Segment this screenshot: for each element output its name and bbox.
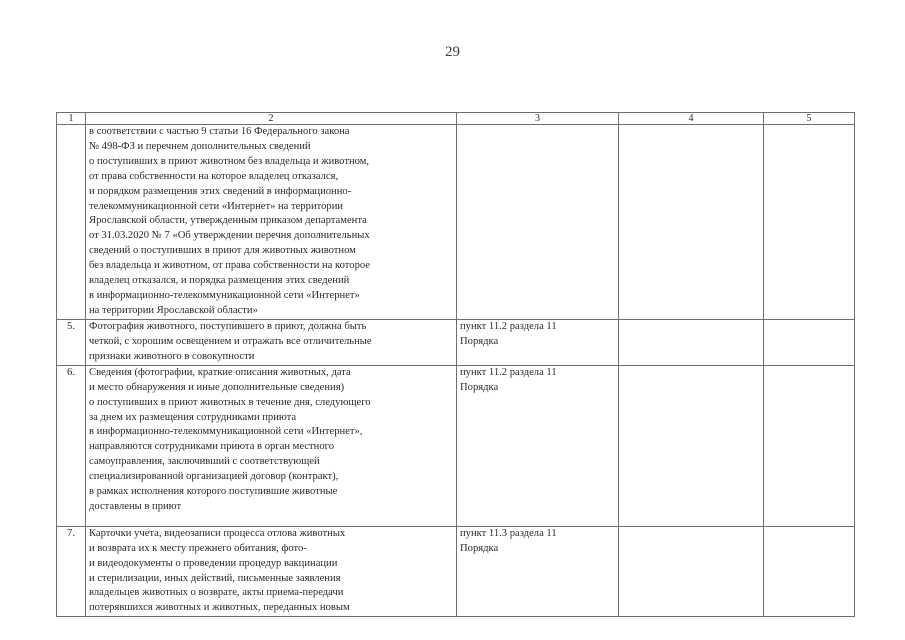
description-line: телекоммуникационной сети «Интернет» на территории — [89, 200, 344, 212]
description-line: направляются сотрудниками приюта в орган местного — [89, 441, 334, 453]
description-line: сведений о поступивших в приют для животных животном — [89, 245, 356, 257]
row-column-4 — [619, 319, 764, 365]
row-number — [57, 125, 86, 320]
description-line: без владельца и животном, от права собственности на которое — [89, 260, 371, 272]
description-line: Ярославской области, утвержденным приказом департамента — [89, 215, 367, 227]
reference-line: Порядка — [460, 335, 499, 347]
description-line: и место обнаружения и иные дополнительные сведения) — [89, 381, 345, 393]
description-line: Карточки учета, видеозаписи процесса отлова животных — [89, 527, 346, 539]
table-row — [57, 319, 855, 365]
reference-line: пункт 11.2 раздела 11 — [460, 320, 557, 332]
description-line: на территории Ярославской области» — [89, 304, 258, 316]
description-line: за днем их размещения сотрудниками приюта — [89, 411, 297, 423]
column-header: 3 — [457, 113, 619, 125]
column-header: 5 — [764, 113, 855, 125]
reference-line: Порядка — [460, 542, 499, 554]
description-line: Сведения (фотографии, краткие описания животных, дата — [89, 366, 351, 378]
row-column-5 — [764, 365, 855, 526]
row-column-5 — [764, 125, 855, 320]
description-line: владелец отказался, и порядка размещения этих сведений — [89, 275, 350, 287]
row-description — [86, 365, 457, 526]
row-column-4 — [619, 125, 764, 320]
row-column-5 — [764, 526, 855, 616]
column-header: 4 — [619, 113, 764, 125]
row-number: 6. — [57, 365, 86, 526]
description-line: и возврата их к месту прежнего обитания, фото- — [89, 542, 307, 554]
row-number: 7. — [57, 526, 86, 616]
description-line: в соответствии с частью 9 статьи 16 Федерального закона — [89, 126, 350, 137]
row-description — [86, 526, 457, 616]
row-reference — [457, 365, 619, 526]
reference-line: пункт 11.3 раздела 11 — [460, 527, 557, 539]
description-line: четкой, с хорошим освещением и отражать все отличительные — [89, 335, 372, 347]
description-line: от 31.03.2020 № 7 «Об утверждении перечня дополнительных — [89, 230, 370, 242]
description-line: самоуправления, заключивший с соответствующей — [89, 456, 320, 468]
description-line: Фотография животного, поступившего в приют, должна быть — [89, 320, 367, 332]
table-row — [57, 365, 855, 526]
row-column-4 — [619, 526, 764, 616]
description-line: о поступивших в приют животном без владельца и животном, — [89, 155, 370, 167]
row-reference — [457, 125, 619, 320]
row-column-5 — [764, 319, 855, 365]
description-line: и порядком размещения этих сведений в информационно- — [89, 185, 352, 197]
description-line: в рамках исполнения которого поступившие животные — [89, 486, 338, 498]
row-description — [86, 319, 457, 365]
description-line: специализированной организацией договор (контракт), — [89, 471, 339, 483]
description-line: владельцев животных о возврате, акты приема-передачи — [89, 587, 344, 599]
document-table — [56, 112, 855, 617]
description-line: потерявшихся животных и животных, переданных новым — [89, 602, 350, 614]
row-reference — [457, 319, 619, 365]
row-reference — [457, 526, 619, 616]
row-number: 5. — [57, 319, 86, 365]
description-line: о поступивших в приют животных в течение дня, следующего — [89, 396, 371, 408]
reference-line: Порядка — [460, 381, 499, 393]
row-column-4 — [619, 365, 764, 526]
description-line: и стерилизации, иных действий, письменные заявления — [89, 572, 341, 584]
table-row — [57, 526, 855, 616]
column-header: 1 — [57, 113, 86, 125]
table-header-row — [57, 113, 855, 125]
description-line: от права собственности на которое владелец отказался, — [89, 170, 339, 182]
description-line: в информационно-телекоммуникационной сети «Интернет» — [89, 289, 360, 301]
description-line: и видеодокументы о проведении процедур вакцинации — [89, 557, 338, 569]
page-number: 29 — [445, 44, 460, 60]
description-line: № 498-ФЗ и перечнем дополнительных сведений — [89, 140, 311, 152]
table-row — [57, 125, 855, 320]
description-line: доставлены в приют — [89, 500, 182, 512]
column-header: 2 — [86, 113, 457, 125]
description-line: признаки животного в совокупности — [89, 350, 255, 362]
row-description — [86, 125, 457, 320]
reference-line: пункт 11.2 раздела 11 — [460, 366, 557, 378]
description-line: в информационно-телекоммуникационной сети «Интернет», — [89, 426, 363, 438]
